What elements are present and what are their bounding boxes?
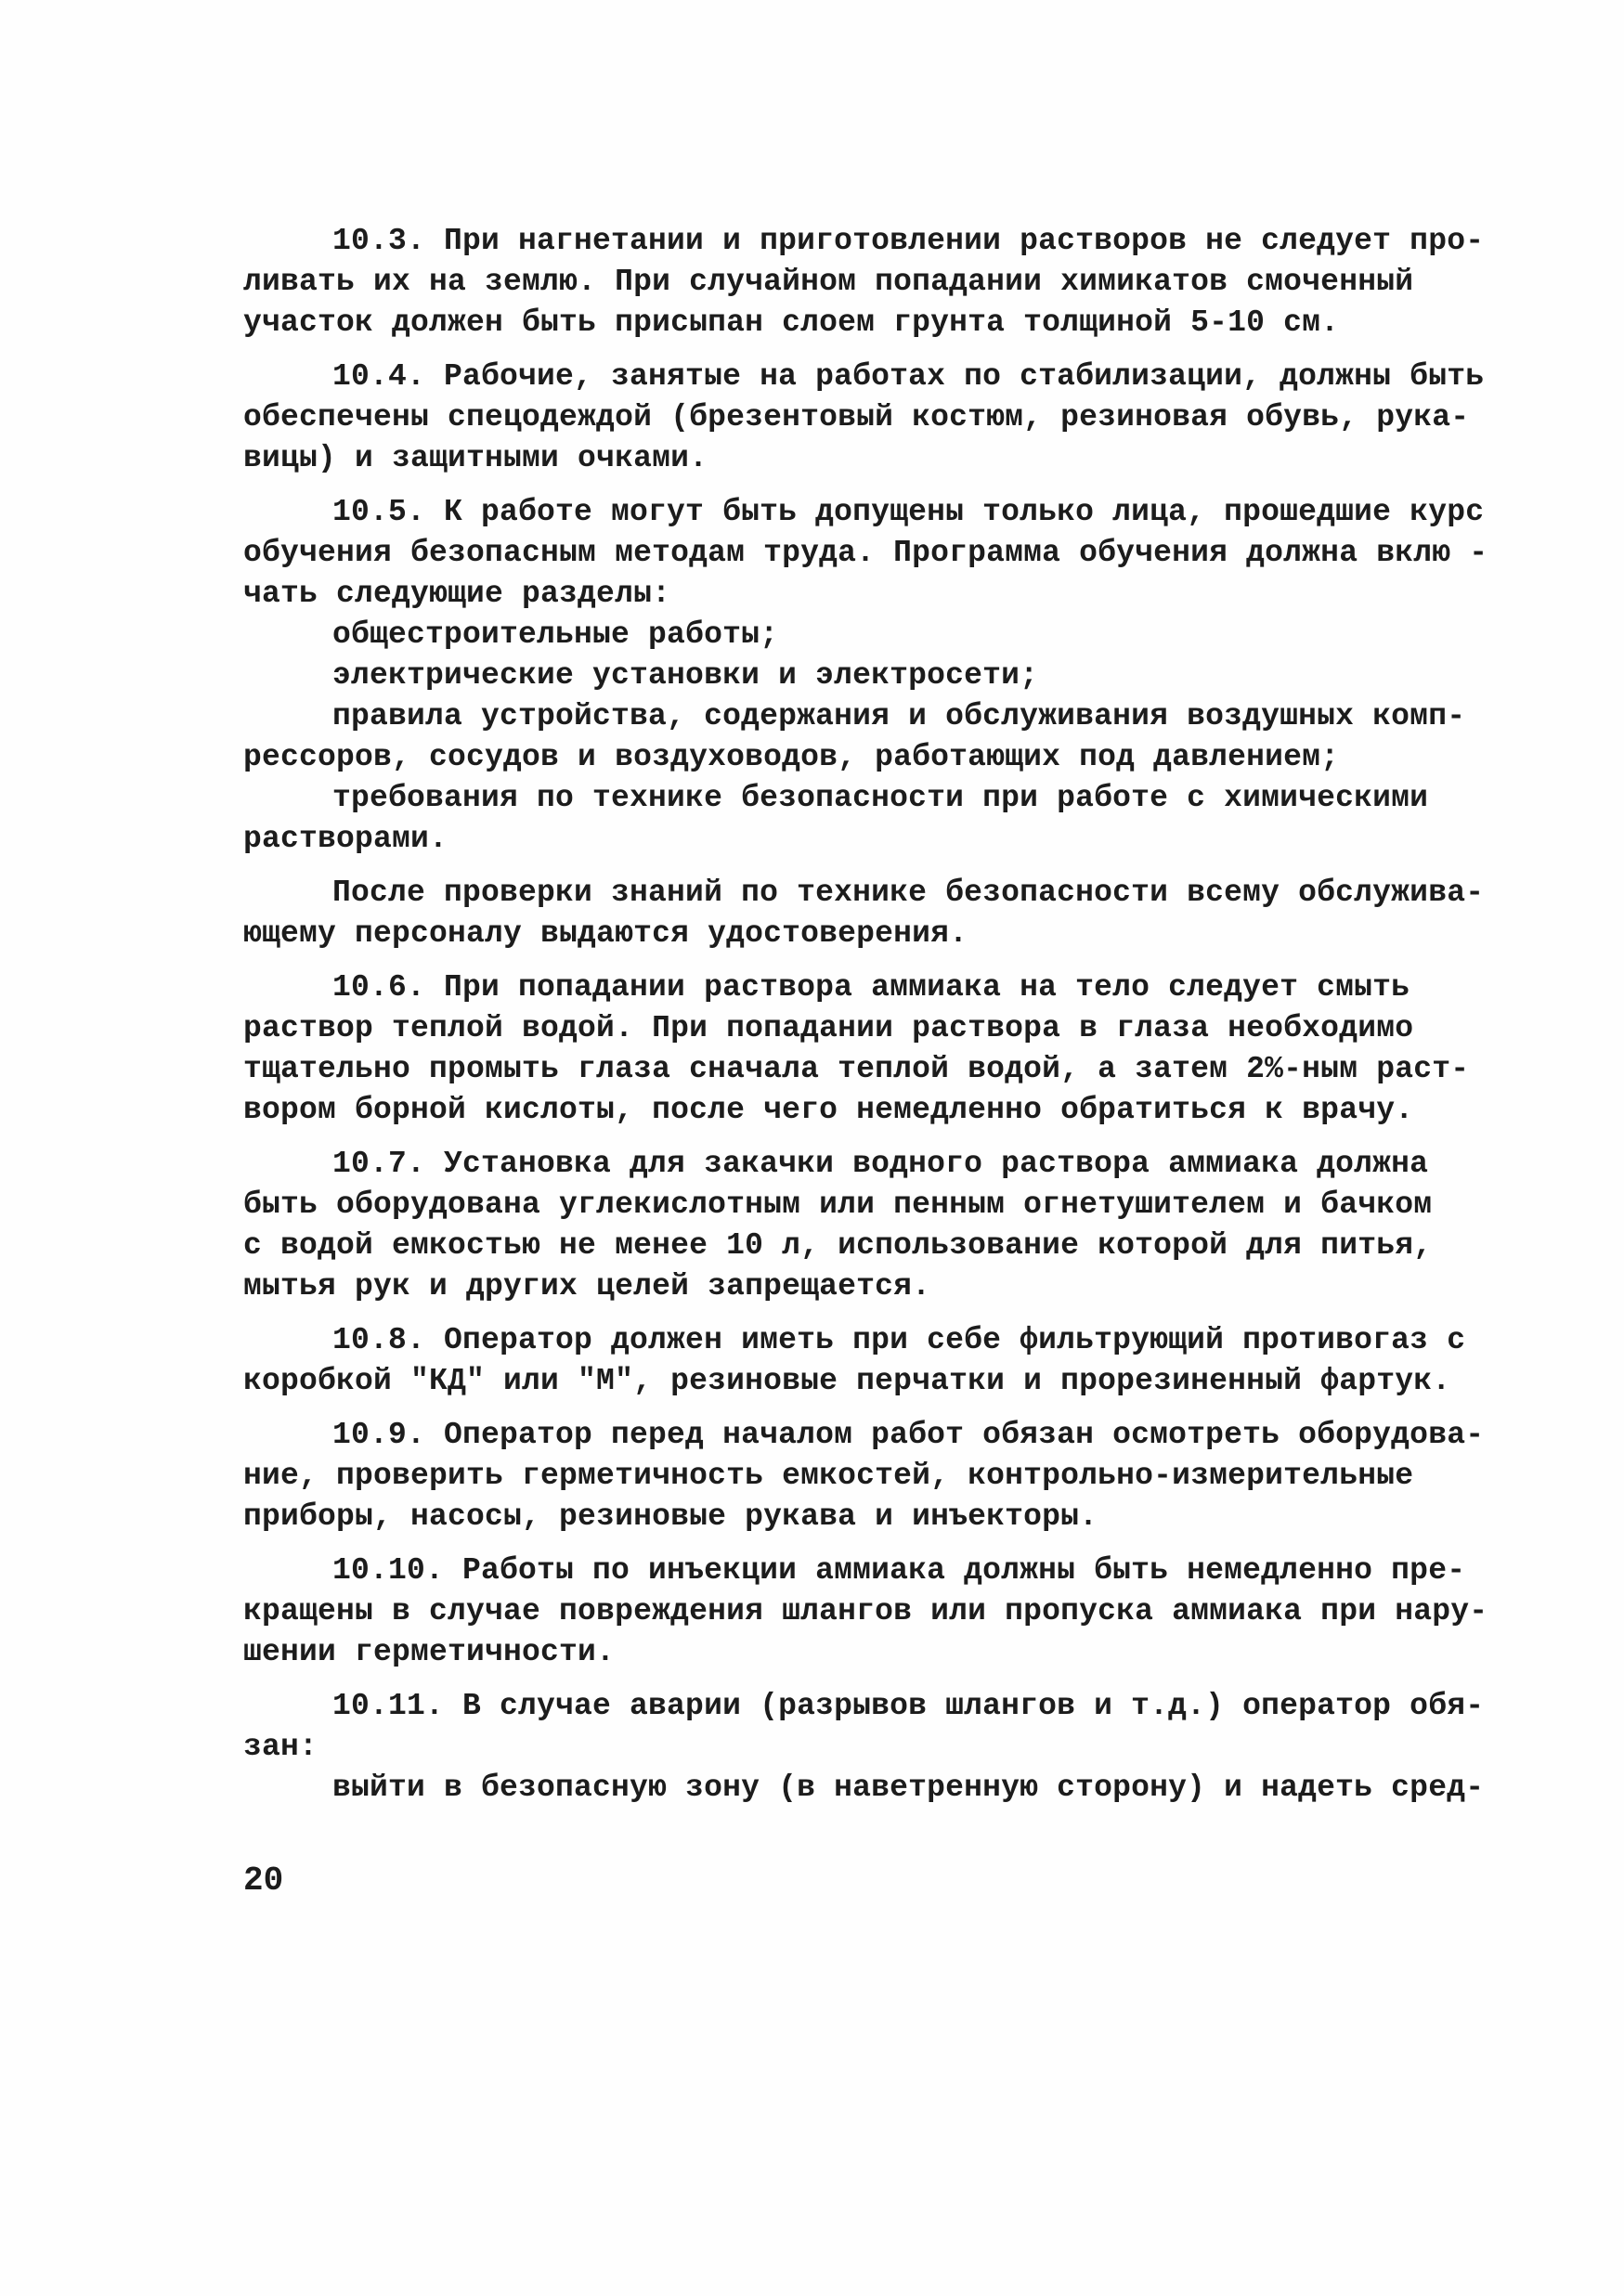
text-line: тщательно промыть глаза сначала теплой водой, а затем 2%-ным раст-	[243, 1052, 1470, 1086]
list-item: общестроительные работы;	[332, 617, 779, 652]
text-line: с водой емкостью не менее 10 л, использование которой для питья,	[243, 1228, 1433, 1263]
list-item: требования по технике безопасности при работе с химическими	[332, 781, 1429, 815]
paragraph-10-5-after	[243, 873, 1485, 954]
paragraph-10-4	[243, 357, 1485, 479]
text-line: 10.8. Оператор должен иметь при себе фильтрующий противогаз с	[332, 1323, 1466, 1357]
list-item: правила устройства, содержания и обслуживания воздушных комп-	[332, 699, 1466, 733]
text-line: ливать их на землю. При случайном попадании химикатов смоченный	[243, 265, 1414, 299]
text-line: вицы) и защитными очками.	[243, 441, 708, 475]
text-line: зан:	[243, 1730, 318, 1764]
text-line: 10.3. При нагнетании и приготовлении растворов не следует про-	[332, 224, 1485, 258]
list-item-continuation: рессоров, сосудов и воздуховодов, работающих под давлением;	[243, 740, 1340, 774]
text-line: 10.10. Работы по инъекции аммиака должны быть немедленно пре-	[332, 1553, 1466, 1588]
text-line: 10.9. Оператор перед началом работ обязан осмотреть оборудова-	[332, 1418, 1485, 1452]
text-line: коробкой "КД" или "М", резиновые перчатки и прорезиненный фартук.	[243, 1364, 1451, 1398]
paragraph-10-7	[243, 1144, 1433, 1307]
paragraph-10-10	[243, 1550, 1488, 1673]
text-line: обучения безопасным методам труда. Программа обучения должна вклю -	[243, 536, 1488, 570]
text-line: раствор теплой водой. При попадании раствора в глаза необходимо	[243, 1011, 1414, 1045]
text-line: мытья рук и других целей запрещается.	[243, 1269, 931, 1304]
page-number: 20	[243, 1861, 284, 1900]
text-line: 10.4. Рабочие, занятые на работах по стабилизации, должны быть	[332, 359, 1485, 394]
list-item: электрические установки и электросети;	[332, 658, 1039, 693]
text-line: шении герметичности.	[243, 1635, 616, 1669]
list-item-continuation: растворами.	[243, 822, 448, 856]
list-item: выйти в безопасную зону (в наветренную сторону) и надеть сред-	[332, 1771, 1485, 1805]
text-line: чать следующие разделы:	[243, 577, 671, 611]
document-body	[243, 221, 1488, 1822]
text-line: 10.7. Установка для закачки водного раствора аммиака должна	[332, 1147, 1429, 1181]
text-line: вором борной кислоты, после чего немедленно обратиться к врачу.	[243, 1093, 1414, 1127]
text-line: ющему персоналу выдаются удостоверения.	[243, 916, 968, 951]
text-line: приборы, насосы, резиновые рукава и инъекторы.	[243, 1499, 1098, 1534]
paragraph-10-8	[243, 1320, 1466, 1402]
text-line: 10.11. В случае аварии (разрывов шлангов и т.д.) оператор обя-	[332, 1689, 1485, 1723]
text-line: участок должен быть присыпан слоем грунта толщиной 5-10 см.	[243, 305, 1340, 340]
paragraph-10-6	[243, 967, 1470, 1131]
paragraph-10-11	[243, 1686, 1485, 1809]
text-line: быть оборудована углекислотным или пенным огнетушителем и бачком	[243, 1187, 1433, 1222]
text-line: ние, проверить герметичность емкостей, контрольно-измерительные	[243, 1459, 1414, 1493]
paragraph-10-9	[243, 1415, 1485, 1537]
paragraph-10-3	[243, 221, 1485, 344]
text-line: После проверки знаний по технике безопасности всему обслужива-	[332, 876, 1485, 910]
text-line: кращены в случае повреждения шлангов или пропуска аммиака при нару-	[243, 1594, 1488, 1628]
text-line: 10.6. При попадании раствора аммиака на тело следует смыть	[332, 970, 1410, 1005]
text-line: 10.5. К работе могут быть допущены только лица, прошедшие курс	[332, 495, 1485, 529]
paragraph-10-5	[243, 492, 1488, 860]
text-line: обеспечены спецодеждой (брезентовый костюм, резиновая обувь, рука-	[243, 400, 1470, 435]
